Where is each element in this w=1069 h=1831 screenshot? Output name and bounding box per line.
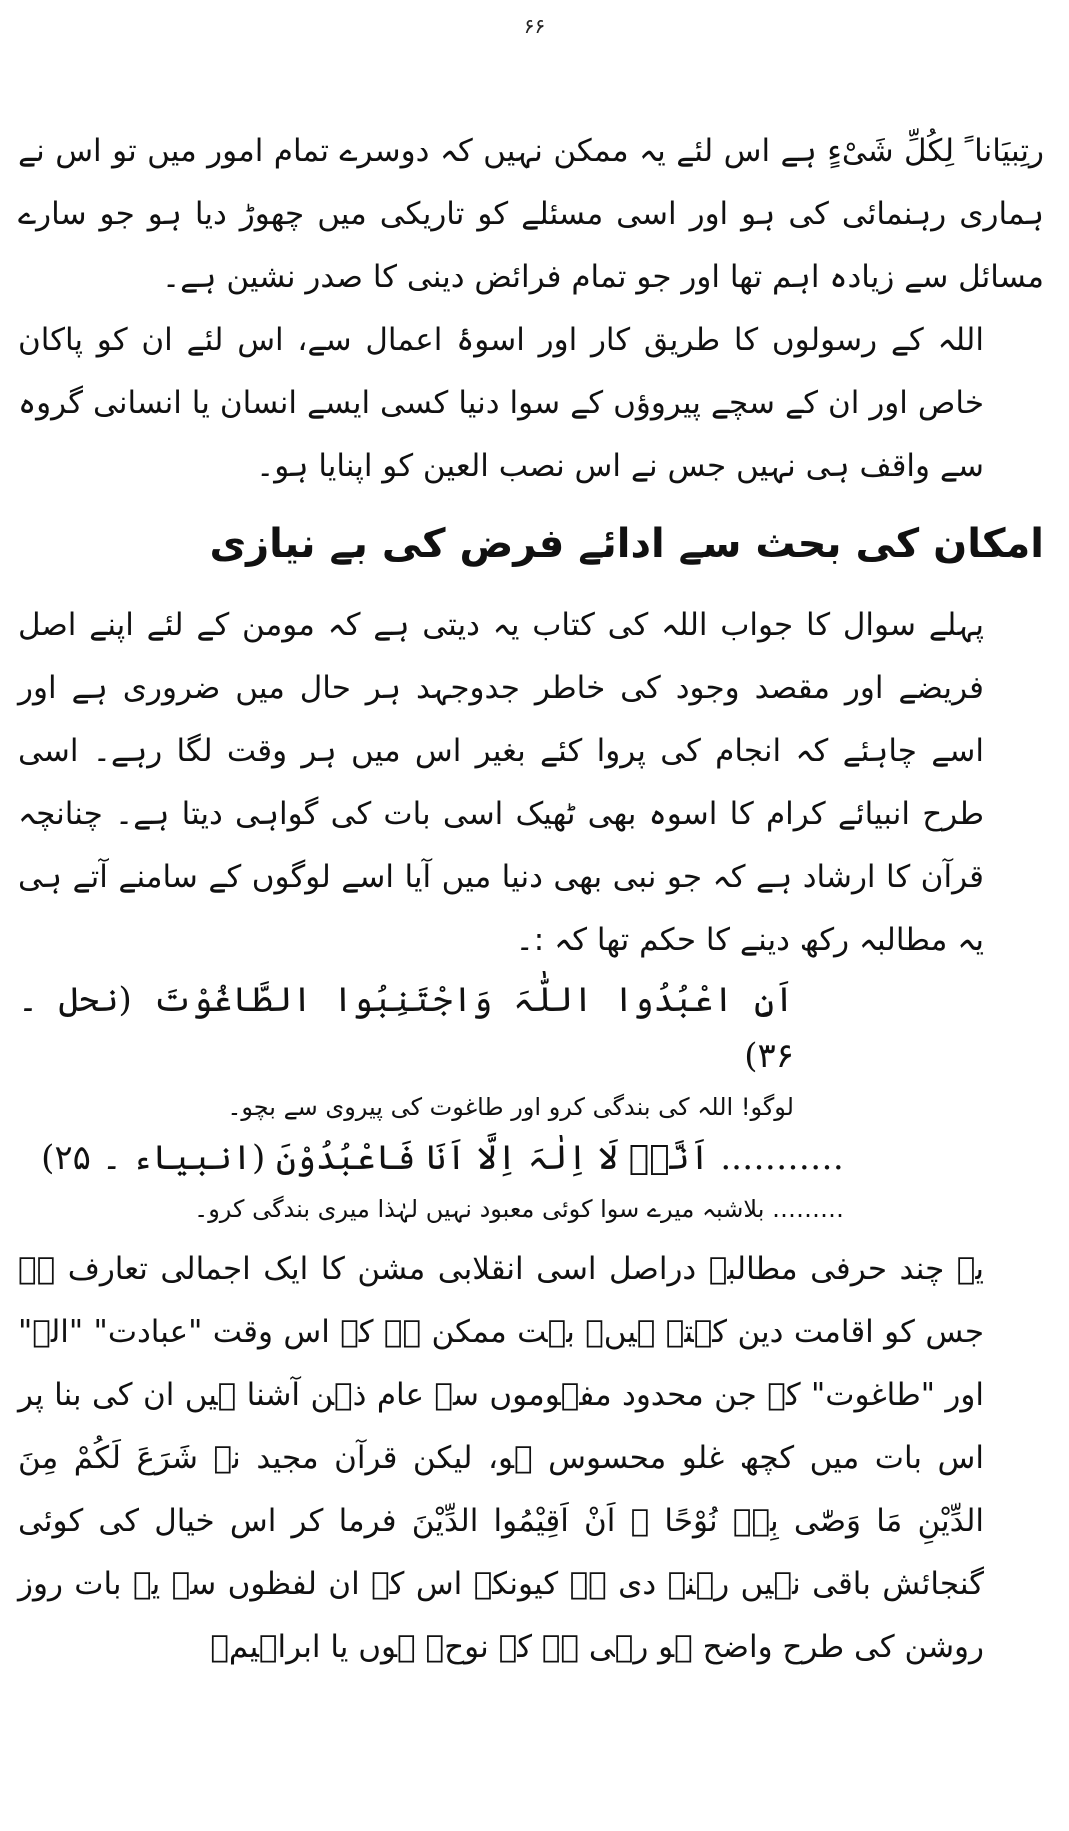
verse-2-translation: ……… بلاشبہ میرے سوا کوئی معبود نہیں لہٰذا میری بندگی کرو۔: [194, 1195, 844, 1223]
paragraph-answer: پہلے سوال کا جواب اللہ کی کتاب یہ دیتی ہے کہ مومن کے لئے اپنے اصل فریضے اور مقصد وجود کی خاطر جدوجہد ہر حال میں ضروری ہے اور اسے چاہئے کہ انجام کی پروا کئے بغیر اس میں ہر وقت لگا رہے۔ اسی طرح انبیائے کرام کا اسوہ بھی ٹھیک اسی بات کی گواہی دیتا ہے۔ چنانچہ قرآن کا ارشاد ہے کہ جو نبی بھی دنیا میں آیا اسے لوگوں کے سامنے آتے ہی یہ مطالبہ رکھ دینے کا حکم تھا کہ :۔: [18, 607, 984, 958]
quran-verse-2: ……….. اَنَّہٗ لَا اِلٰہَ اِلَّا اَنَا فَاعْبُدُوْنَ (انبیاء ۔ ۲۵): [41, 1138, 844, 1178]
paragraph-messengers: اللہ کے رسولوں کا طریق کار اور اسوۂ اعمال سے، اس لئے ان کو پاکان خاص اور ان کے سچے پیروؤں کے سوا دنیا کسی ایسے انسان یا انسانی گروہ سے واقف ہی نہیں جس نے اس نصب العین کو اپنایا ہو۔: [18, 322, 984, 484]
section-heading: امکان کی بحث سے ادائے فرض کی بے نیازی: [209, 521, 1044, 567]
page-body: [18, 120, 1044, 1679]
page-number: ۶۶: [523, 14, 546, 38]
paragraph-intro: رتِبیَانا ً لِکُلِّ شَیْءٍ ہے اس لئے یہ ممکن نہیں کہ دوسرے تمام امور میں تو اس نے ہماری رہنمائی کی ہو اور اسی مسئلے کو تاریکی میں چھوڑ دیا ہو جو سارے مسائل سے زیادہ اہم تھا اور جو تمام فرائض دینی کا صدر نشین ہے۔: [18, 133, 1044, 295]
verse-1-translation: لوگو! اللہ کی بندگی کرو اور طاغوت کی پیروی سے بچو۔: [227, 1093, 794, 1121]
paragraph-mission: یہ چند حرفی مطالبہ دراصل اسی انقلابی مشن کا ایک اجمالی تعارف ہے جس کو اقامت دین کہتے ہیں۔ بہت ممکن ہے کہ اس وقت "عبادت" "الہ" اور "طاغوت" کے جن محدود مفہوموں سے عام ذہن آشنا ہیں ان کی بنا پر اس بات میں کچھ غلو محسوس ہو، لیکن قرآن مجید نے شَرَعَ لَکُمْ مِنَ الدِّیْنِ مَا وَصّٰی بِہٖ نُوْحًا ۔ اَنْ اَقِیْمُوا الدِّیْنَ فرما کر اس خیال کی کوئی گنجائش باقی نہیں رہنے دی ہے کیونکہ اس کے ان لفظوں سے یہ بات روز روشن کی طرح واضح ہو رہی ہے کہ نوحؑ ہوں یا ابراہیمؑ: [18, 1251, 984, 1665]
quran-verse-1: اَنِ اعْبُدُوا اللّٰہَ وَاجْتَنِبُوا الطَّاغُوْتَ (نحل ۔ ۳۶): [18, 980, 794, 1076]
